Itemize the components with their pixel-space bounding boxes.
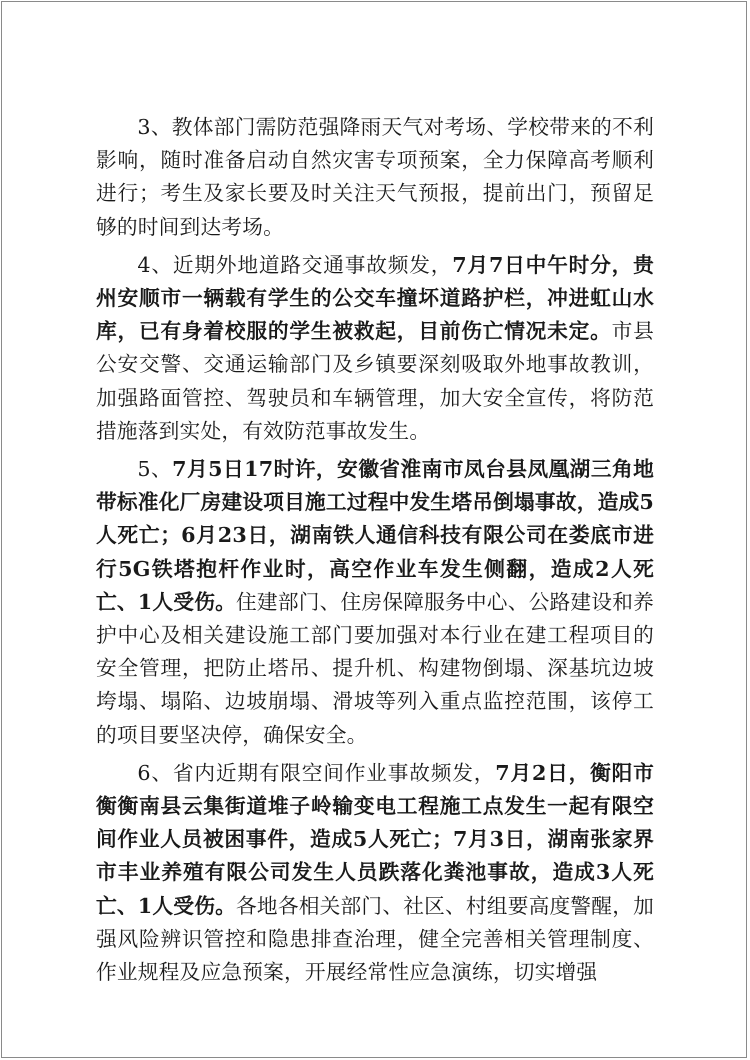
paragraph-5-instruction: 住建部门、住房保障服务中心、公路建设和养护中心及相关建设施工部门要加强对本行业在建工程项目的安全管理，把防止塔吊、提升机、构建物倒塌、深基坑边坡垮塌、塌陷、边坡崩塌、滑坡等列入重点监控范围，该停工的项目要坚决停，确保安全。 [96,589,654,747]
paragraph-4-instruction: 市县公安交警、交通运输部门及乡镇要深刻吸取外地事故教训，加强路面管控、驾驶员和车辆管理，加大安全宣传，将防范措施落到实处，有效防范事故发生。 [96,319,654,443]
document-body [96,111,654,994]
paragraph-4-bold-incident: 7月7日中午时分，贵州安顺市一辆载有学生的公交车撞坏道路护栏，冲进虹山水库，已有身着校服的学生被救起，目前伤亡情况未定。 [96,252,654,344]
paragraph-4 [96,249,654,448]
paragraph-6 [96,757,654,989]
paragraph-3-text: 3、教体部门需防范强降雨天气对考场、学校带来的不利影响，随时准备启动自然灾害专项预案，全力保障高考顺利进行；考生及家长要及时关注天气预报，提前出门，预留足够的时间到达考场。 [96,115,654,239]
paragraph-5 [96,453,654,752]
paragraph-6-intro: 6、省内近期有限空间作业事故频发， [137,760,496,785]
paragraph-5-bold-incident: 7月5日17时许，安徽省淮南市凤台县凤凰湖三角地带标准化厂房建设项目施工过程中发生塔吊倒塌事故，造成5人死亡；6月23日，湖南铁人通信科技有限公司在娄底市进行5G铁塔抱杆作业时，高空作业车发生侧翻，造成2人死亡、1人受伤。 [96,457,655,614]
paragraph-5-number: 5、 [137,457,173,482]
paragraph-3 [96,111,654,244]
paragraph-4-intro: 4、近期外地道路交通事故频发， [137,252,453,277]
paragraph-6-instruction: 各地各相关部门、社区、村组要高度警醒，加强风险辨识管控和隐患排查治理，健全完善相关管理制度、作业规程及应急预案，开展经常性应急演练，切实增强 [96,893,654,985]
paragraph-6-bold-incident: 7月2日，衡阳市衡衡南县云集街道堆子岭输变电工程施工点发生一起有限空间作业人员被困事件，造成5人死亡；7月3日，湖南张家界市丰业养殖有限公司发生人员跌落化粪池事故，造成3人死亡、1人受伤。 [96,760,654,918]
